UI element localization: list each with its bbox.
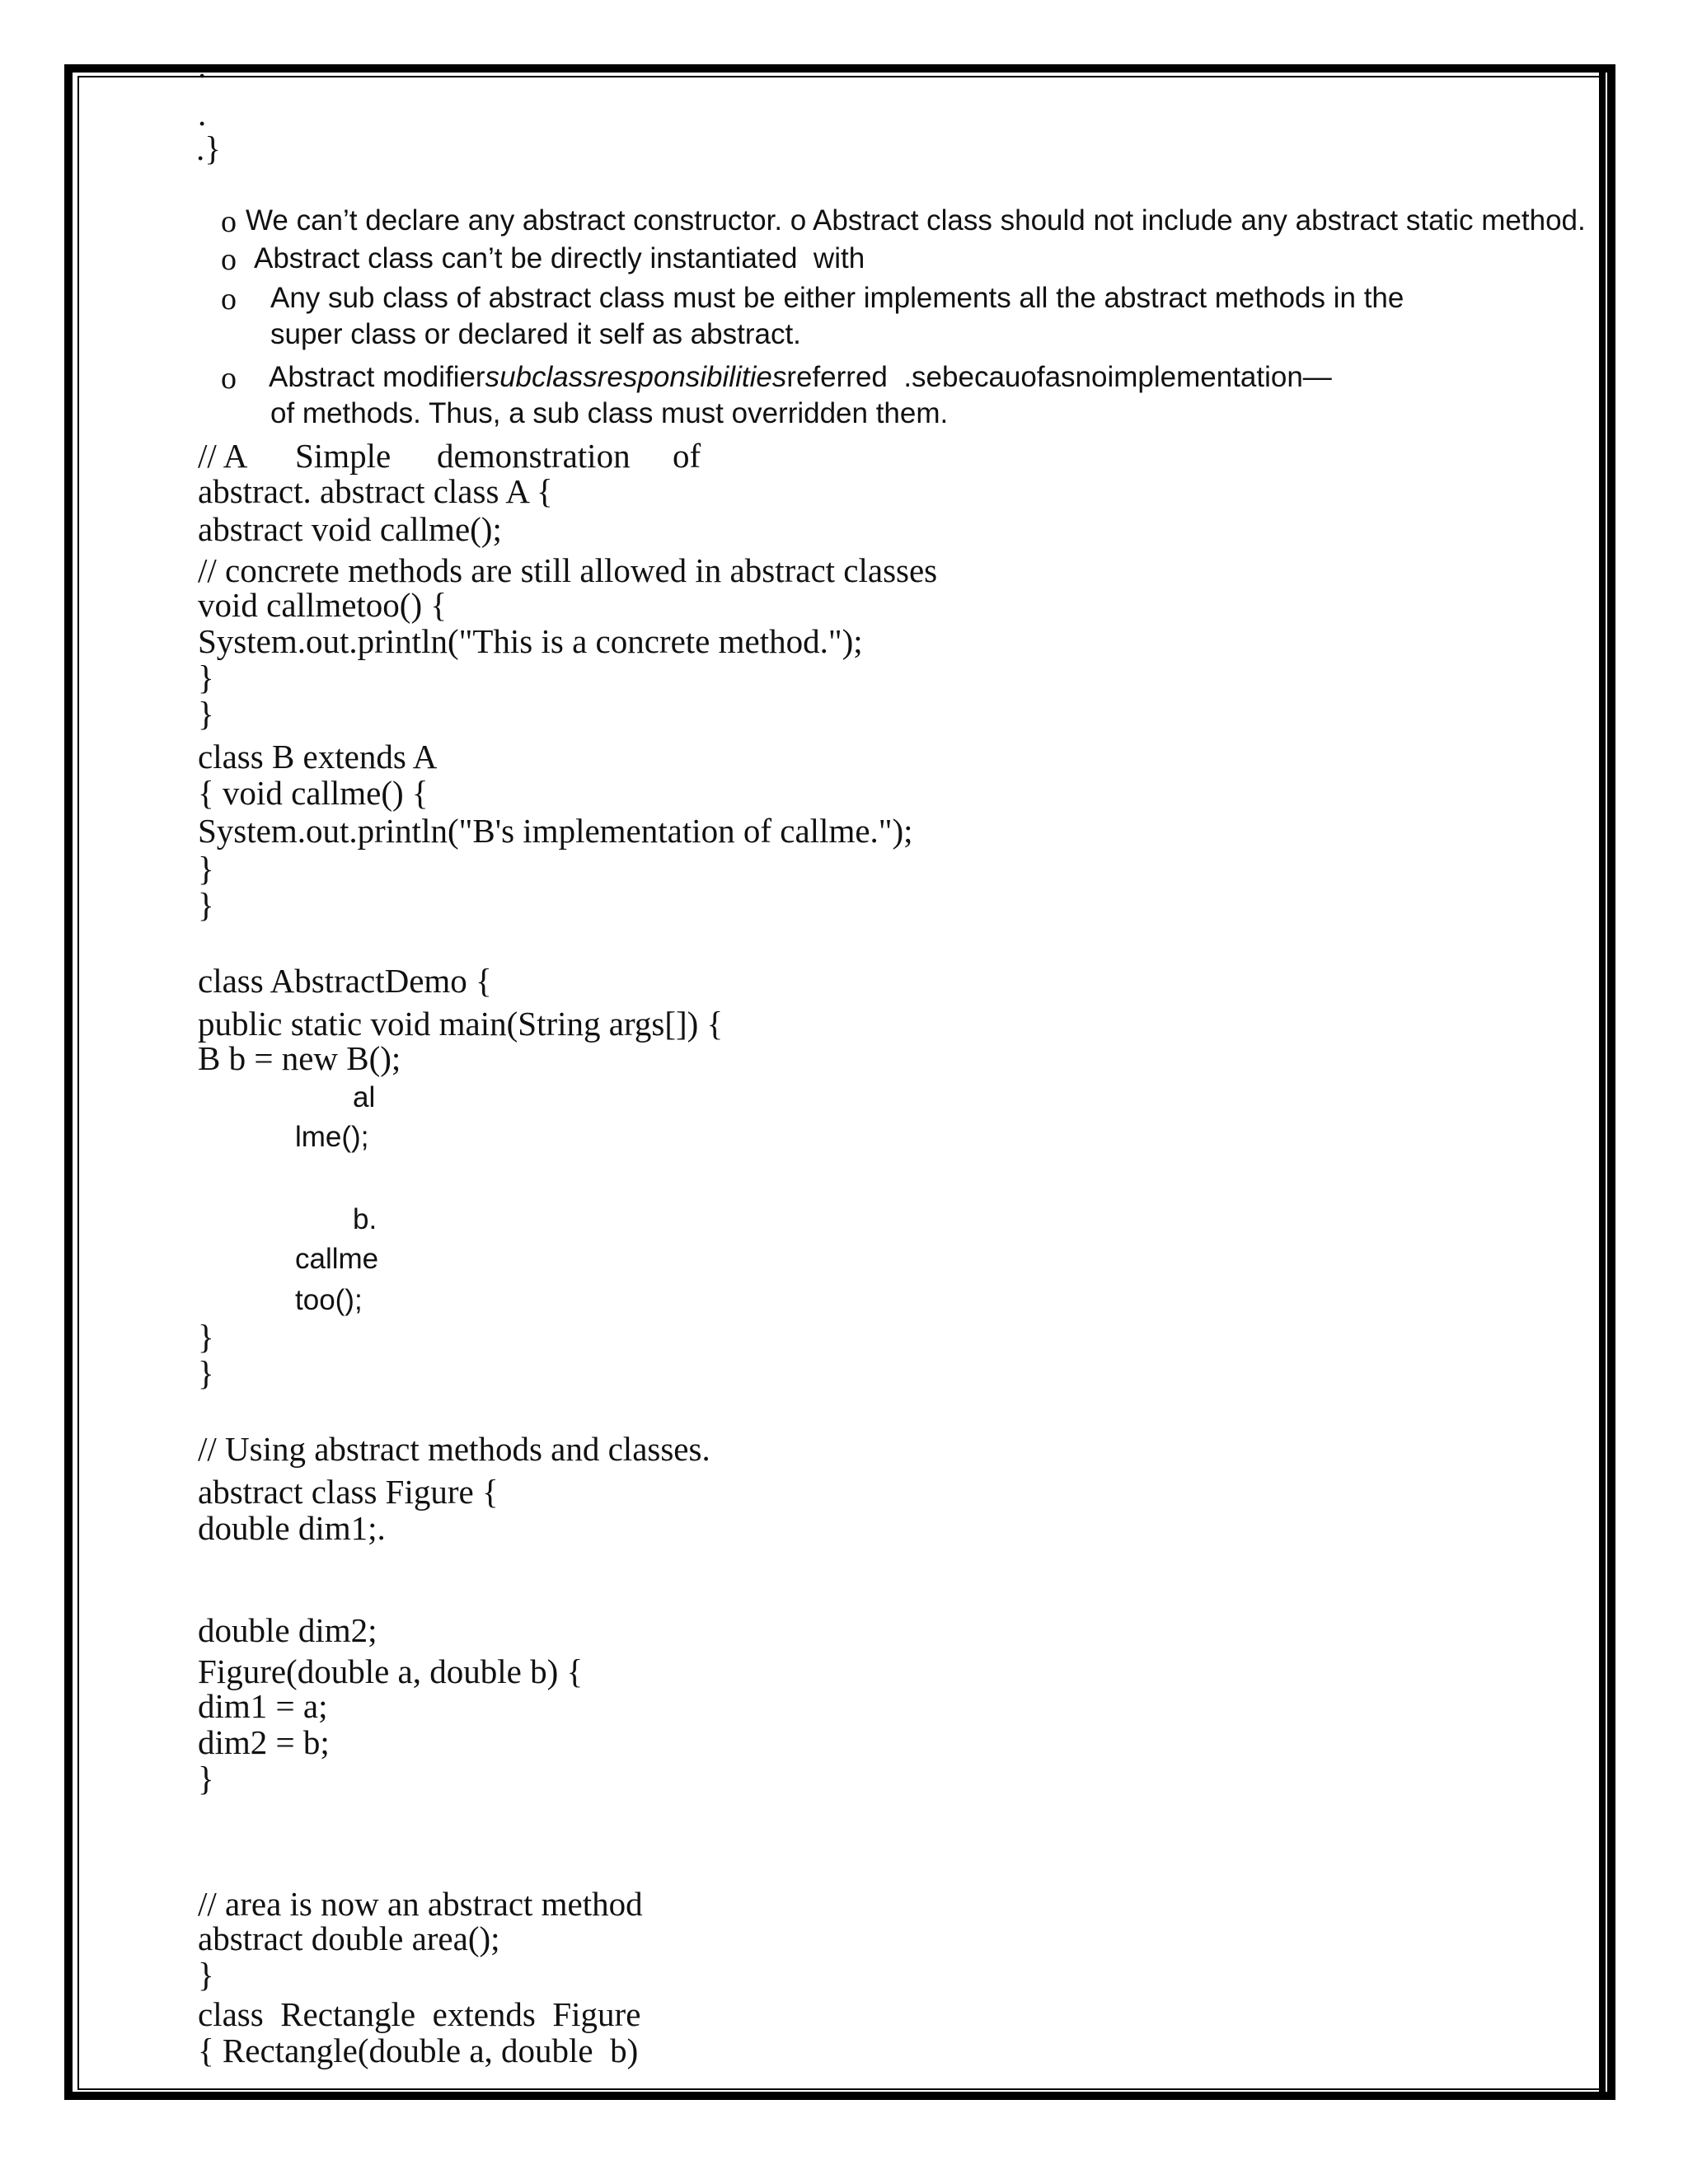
text-line: .	[198, 47, 207, 85]
bullet-text: We can’t declare any abstract constructor. o Abstract class should not include any abstract static method.	[246, 204, 1586, 237]
page-border-right	[1599, 73, 1606, 2093]
bullet-text-part: Abstract modifier	[269, 361, 485, 393]
code-line: }	[198, 886, 214, 924]
code-line: { Rectangle(double a, double b)	[198, 2032, 639, 2069]
code-line: // A	[198, 437, 248, 475]
code-line: abstract. abstract class A {	[198, 472, 553, 510]
code-fragment: callme	[295, 1243, 379, 1275]
text-line: .	[198, 95, 207, 133]
bullet-text	[269, 363, 1332, 391]
code-line: // area is now an abstract method	[198, 1885, 643, 1923]
code-line: dim1 = a;	[198, 1687, 328, 1725]
code-line: double dim1;.	[198, 1509, 386, 1547]
code-line: Simple	[295, 437, 392, 475]
bullet-marker: o	[221, 242, 237, 277]
code-line: }	[198, 850, 214, 888]
bullet-text-italic: subclassresponsibilities	[485, 361, 787, 393]
code-fragment: al	[353, 1081, 376, 1113]
code-line: of	[673, 437, 701, 475]
text-line: .}	[196, 129, 221, 167]
code-line: abstract void callme();	[198, 510, 502, 548]
code-line: // concrete methods are still allowed in abstract classes	[198, 551, 938, 589]
code-line: class B extends A	[198, 738, 438, 776]
code-line: abstract double area();	[198, 1919, 500, 1957]
code-line: demonstration	[437, 437, 631, 475]
code-line: class Rectangle extends Figure	[198, 1995, 641, 2033]
code-line: class AbstractDemo {	[198, 962, 492, 1000]
code-line: // Using abstract methods and classes.	[198, 1430, 710, 1468]
code-line: }	[198, 658, 214, 696]
code-line: dim2 = b;	[198, 1723, 330, 1761]
bullet-text: of methods. Thus, a sub class must overridden them.	[270, 397, 949, 429]
code-line: }	[198, 1354, 214, 1392]
bullet-marker: o	[221, 204, 237, 239]
bullet-marker: o	[221, 361, 237, 396]
code-line: public static void main(String args[]) {	[198, 1005, 724, 1043]
bullet-text: Abstract class can’t be directly instantiated with	[254, 242, 865, 274]
code-fragment: lme();	[295, 1121, 369, 1153]
code-fragment: b.	[353, 1203, 377, 1235]
code-line: }	[198, 695, 214, 733]
code-line: Figure(double a, double b) {	[198, 1652, 584, 1690]
code-line: }	[198, 1956, 214, 1994]
code-line: }	[198, 1760, 214, 1797]
bullet-text-part: referred .sebecauofasnoimplementation—	[786, 361, 1332, 393]
code-line: { void callme() {	[198, 774, 429, 812]
bullet-text: Any sub class of abstract class must be either implements all the abstract methods in the	[270, 282, 1404, 314]
code-line: B b = new B();	[198, 1039, 401, 1077]
code-line: System.out.println("This is a concrete method.");	[198, 622, 863, 660]
code-line: abstract class Figure {	[198, 1473, 499, 1511]
code-line: }	[198, 1318, 214, 1356]
code-fragment: too();	[295, 1284, 363, 1316]
bullet-text: super class or declared it self as abstract.	[270, 318, 801, 350]
code-line: System.out.println("B's implementation of callme.");	[198, 812, 913, 850]
code-line: void callmetoo() {	[198, 586, 448, 624]
bullet-marker: o	[221, 282, 237, 316]
code-line: double dim2;	[198, 1611, 377, 1649]
